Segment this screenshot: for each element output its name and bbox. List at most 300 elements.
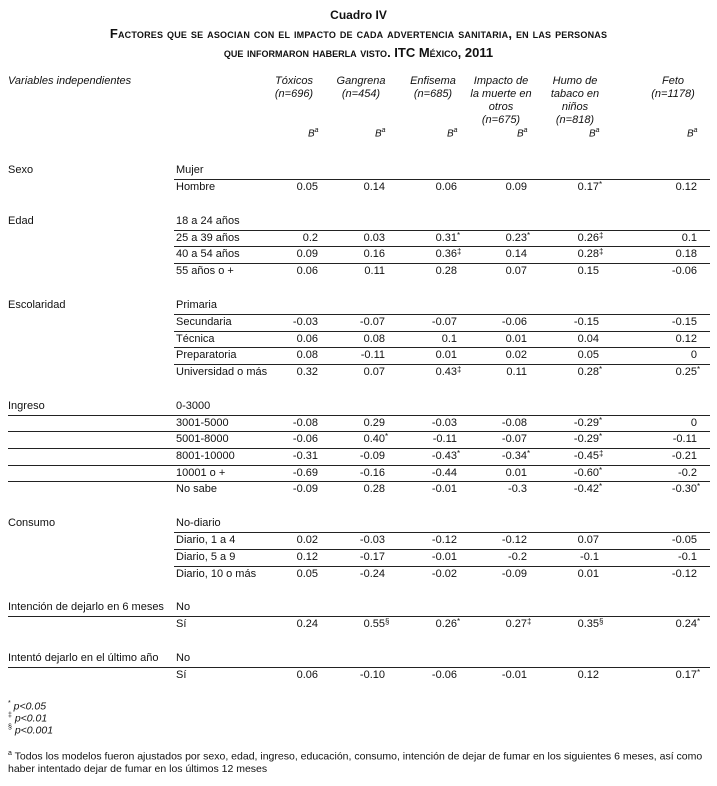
coef-label (517, 127, 528, 139)
coefficient-cell (325, 465, 385, 482)
table-row (0, 667, 710, 684)
coef-sup: a (595, 127, 600, 134)
coefficient-cell (397, 415, 457, 432)
table-row (0, 314, 710, 331)
coefficient-cell (258, 481, 318, 498)
coefficient-cell (397, 314, 457, 331)
coefficient-cell (325, 566, 385, 583)
coefficient-cell (467, 667, 527, 684)
coefficient-value: 0.27 (505, 618, 527, 631)
coefficient-value: -0.06 (671, 265, 697, 278)
coefficient-value: 0.06 (296, 332, 318, 345)
category-label: No sabe (176, 483, 217, 496)
coefficient-cell (258, 246, 318, 263)
coefficient-cell (258, 667, 318, 684)
coefficient-value: 0.35 (577, 618, 599, 631)
coefficient-cell (539, 246, 604, 263)
coef-symbol: B (375, 128, 382, 140)
coefficient-value: -0.03 (292, 315, 318, 328)
significance-mark: * (457, 230, 461, 240)
coefficient-value: 0.11 (506, 365, 527, 378)
coefficient-value: -0.24 (359, 567, 385, 580)
coefficient-cell (467, 230, 531, 247)
coefficient-cell (637, 616, 701, 633)
coefficient-value: -0.44 (431, 466, 457, 479)
coefficient-value: 0.26 (577, 231, 599, 244)
coefficient-cell (397, 532, 457, 549)
significance-mark: * (697, 667, 701, 677)
coefficient-cell (637, 230, 697, 247)
coefficient-cell (539, 465, 603, 482)
coefficient-cell (258, 179, 318, 196)
category-label: 25 a 39 años (176, 231, 240, 244)
coefficient-value: 0.06 (435, 181, 457, 193)
coefficient-cell (258, 364, 318, 381)
coefficient-cell (467, 179, 527, 196)
coefficient-cell (467, 331, 527, 348)
column-name: Feto (661, 75, 684, 87)
significance-mark: * (527, 449, 531, 458)
coefficient-value: -0.07 (359, 315, 385, 328)
coefficient-value: -0.01 (501, 668, 527, 681)
coefficient-cell (539, 532, 599, 549)
coefficient-value: 0.05 (296, 181, 318, 193)
coefficient-value: -0.3 (508, 483, 527, 496)
coef-symbol: B (687, 128, 694, 140)
coefficient-cell (397, 246, 462, 263)
coefficient-value: 0.12 (296, 550, 318, 563)
coefficient-cell (467, 263, 527, 280)
coefficient-cell (637, 481, 701, 498)
table-row (0, 549, 710, 566)
coefficient-value: 0.01 (505, 466, 527, 479)
reference-category: No (176, 601, 191, 614)
coefficient-cell (325, 532, 385, 549)
coefficient-value: 0.17 (675, 668, 697, 681)
category-label: Preparatoria (176, 349, 237, 362)
coefficient-value: -0.12 (431, 534, 457, 547)
group-name: Escolaridad (8, 298, 66, 311)
coefficient-cell (539, 364, 603, 381)
coefficient-value: -0.11 (432, 433, 457, 446)
coefficient-value: 0.01 (435, 349, 457, 362)
coefficient-value: 0.03 (363, 231, 385, 244)
column-name: Gangrena (336, 75, 386, 87)
coefficient-value: -0.07 (501, 433, 527, 446)
note-symbol: ‡ (8, 712, 12, 719)
coefficient-value: -0.15 (671, 315, 697, 328)
significance-mark: ‡ (599, 449, 604, 458)
coefficient-value: 0.25 (675, 365, 697, 378)
coefficient-cell (325, 549, 385, 566)
coefficient-value: -0.02 (431, 567, 457, 580)
coefficient-value: 0.08 (296, 349, 318, 362)
coefficient-cell (467, 448, 531, 465)
coefficient-value: -0.09 (359, 450, 385, 462)
coefficient-cell (397, 566, 457, 583)
coefficient-value: -0.08 (501, 416, 527, 429)
coefficient-value: -0.03 (359, 534, 385, 547)
coefficient-cell (637, 263, 697, 280)
coefficient-cell (467, 549, 527, 566)
note-symbol: § (8, 724, 12, 731)
column-name: Tóxicos (275, 75, 313, 87)
coefficient-value: 0.23 (505, 231, 527, 244)
coefficient-value: 0.17 (577, 181, 599, 193)
column-header (403, 75, 463, 101)
category-label: 10001 o + (176, 466, 226, 479)
column-header (264, 75, 324, 101)
coefficient-value: 0.01 (577, 567, 599, 580)
coefficient-value: -0.03 (431, 416, 457, 429)
coefficient-cell (467, 566, 527, 583)
category-label: 5001-8000 (176, 433, 229, 446)
reference-category: Mujer (176, 164, 204, 176)
coefficient-cell (325, 415, 385, 432)
coef-symbol: B (308, 128, 315, 140)
coefficient-value: 0.07 (577, 534, 599, 547)
column-name: Humo de tabaco en niños (550, 75, 600, 113)
reference-category: No (176, 651, 191, 664)
coefficient-value: 0.11 (364, 265, 385, 278)
note-symbol: * (8, 700, 11, 707)
coefficient-cell (637, 532, 697, 549)
coefficient-cell (637, 179, 697, 196)
coefficient-cell (467, 481, 527, 498)
coefficient-cell (467, 246, 527, 263)
column-n: (n=675) (481, 114, 521, 126)
coefficient-cell (258, 616, 318, 633)
coefficient-cell (637, 448, 697, 465)
note-text: p<0.01 (14, 712, 48, 725)
coefficient-value: 0.06 (296, 668, 318, 681)
coefficient-value: 0.40 (363, 433, 385, 446)
column-n: (n=685) (413, 88, 453, 100)
variables-header: Variables independientes (8, 75, 132, 87)
significance-mark: * (599, 180, 603, 189)
note-text: p<0.05 (13, 700, 47, 713)
coefficient-value: 0.02 (296, 534, 318, 547)
significance-mark: * (457, 617, 461, 627)
coefficient-value: -0.05 (671, 534, 697, 547)
category-label: Secundaria (176, 315, 232, 328)
group-row (0, 213, 710, 230)
coefficient-value: 0.06 (296, 265, 318, 278)
coefficient-cell (397, 667, 457, 684)
coefficient-cell (325, 347, 385, 364)
category-label: Hombre (176, 181, 216, 193)
coefficient-value: -0.29 (573, 433, 599, 446)
coefficient-value: -0.01 (431, 483, 457, 496)
coefficient-value: 0.12 (675, 181, 697, 193)
category-label: Técnica (176, 332, 215, 345)
coefficient-cell (397, 263, 457, 280)
footnote-text: Todos los modelos fueron ajustados por sexo, edad, ingreso, educación, consumo, intención de dejar de fumar en los siguientes 6 meses, así como haber intentado dejar de fumar en los últimos 12 meses (8, 750, 703, 775)
coefficient-cell (637, 331, 697, 348)
category-label: Universidad o más (176, 365, 268, 378)
coefficient-cell (637, 415, 697, 432)
coefficient-value: 0.28 (577, 248, 599, 261)
coefficient-value: 0.55 (363, 618, 385, 631)
category-label: 8001-10000 (176, 450, 235, 462)
significance-mark: * (697, 617, 701, 627)
coef-label (589, 127, 600, 139)
coefficient-value: -0.2 (678, 466, 697, 479)
table-row (0, 347, 710, 364)
footnote-symbol: a (8, 750, 12, 757)
coefficient-cell (467, 465, 527, 482)
coefficient-cell (325, 364, 385, 381)
coefficient-value: -0.69 (292, 466, 318, 479)
coefficient-value: 0.07 (505, 265, 527, 278)
coefficient-cell (397, 465, 457, 482)
coefficient-cell (258, 465, 318, 482)
coefficient-cell (258, 263, 318, 280)
coefficient-value: 0.43 (435, 365, 457, 378)
category-label: Sí (176, 668, 187, 681)
coef-symbol: B (589, 128, 596, 140)
table-row (0, 364, 710, 381)
significance-mark: * (599, 415, 603, 425)
coefficient-value: -0.21 (671, 450, 697, 462)
significance-mark: * (457, 449, 461, 458)
coefficient-value: -0.12 (501, 534, 527, 547)
coefficient-value: 0.24 (675, 618, 697, 631)
coefficient-value: 0.12 (675, 332, 697, 345)
coefficient-value: 0.1 (441, 332, 457, 345)
coefficient-cell (539, 415, 603, 432)
coefficient-value: -0.1 (678, 550, 697, 563)
coefficient-cell (258, 532, 318, 549)
significance-mark: * (697, 482, 701, 492)
coefficient-cell (637, 246, 697, 263)
significance-mark: * (599, 465, 603, 475)
group-row (0, 599, 710, 616)
coefficient-value: 0.07 (363, 365, 385, 378)
table-number: Cuadro IV (330, 8, 387, 22)
coefficient-cell (325, 616, 390, 633)
coefficient-cell (467, 616, 532, 633)
category-label: Diario, 5 a 9 (176, 550, 236, 563)
significance-mark: ‡ (527, 617, 532, 627)
column-header (545, 75, 605, 127)
coefficient-cell (397, 448, 461, 465)
footnote (8, 748, 708, 775)
coefficient-cell (637, 347, 697, 364)
coefficient-value: -0.08 (292, 416, 318, 429)
column-n: (n=696) (274, 88, 314, 100)
group-name: Intentó dejarlo en el último año (8, 651, 159, 664)
coefficient-value: 0.12 (577, 668, 599, 681)
coefficient-cell (258, 566, 318, 583)
coefficient-value: 0.28 (435, 265, 457, 278)
coefficient-cell (539, 263, 599, 280)
table-row (0, 566, 710, 583)
significance-mark: ‡ (599, 247, 604, 257)
coefficient-value: 0.05 (296, 567, 318, 580)
coefficient-value: -0.45 (573, 450, 599, 462)
coefficient-cell (539, 448, 604, 465)
coefficient-cell (325, 667, 385, 684)
coefficient-cell (467, 347, 527, 364)
group-name: Consumo (8, 517, 56, 530)
coefficient-cell (325, 230, 385, 247)
column-header (469, 75, 533, 127)
coefficient-cell (467, 532, 527, 549)
coefficient-cell (397, 549, 457, 566)
column-n: (n=818) (555, 114, 595, 126)
coefficient-value: -0.10 (359, 668, 385, 681)
reference-category: 18 a 24 años (176, 214, 240, 227)
table-row (0, 230, 710, 247)
category-label: Sí (176, 618, 187, 631)
coefficient-cell (258, 431, 318, 448)
coef-symbol: B (517, 128, 524, 140)
reference-category: Primaria (176, 298, 217, 311)
coefficient-cell (325, 263, 385, 280)
coefficient-value: 0.02 (505, 349, 527, 362)
coefficient-value: -0.01 (431, 550, 457, 563)
coef-sup: a (523, 127, 528, 134)
coefficient-value: 0.28 (577, 365, 599, 378)
coefficient-value: 0.14 (363, 181, 385, 193)
significance-mark: ‡ (599, 230, 604, 240)
coef-sup: a (453, 127, 458, 134)
category-label: Diario, 10 o más (176, 567, 257, 580)
group-name: Intención de dejarlo en 6 meses (8, 601, 164, 614)
coefficient-cell (637, 566, 697, 583)
coefficient-cell (325, 448, 385, 465)
coefficient-cell (539, 431, 603, 448)
coefficient-cell (258, 314, 318, 331)
coefficient-cell (539, 331, 599, 348)
coefficient-cell (258, 230, 318, 247)
coefficient-cell (258, 331, 318, 348)
coefficient-cell (539, 347, 599, 364)
coefficient-cell (325, 431, 389, 448)
significance-mark: * (599, 432, 603, 442)
coefficient-cell (397, 179, 457, 196)
coef-symbol: B (447, 128, 454, 140)
reference-category: No-diario (176, 517, 221, 530)
coefficient-cell (258, 415, 318, 432)
coefficient-cell (467, 364, 527, 381)
coef-sup: a (693, 127, 698, 134)
coefficient-value: -0.60 (573, 466, 599, 479)
group-row (0, 162, 710, 179)
table-row (0, 481, 710, 498)
coefficient-value: -0.09 (501, 567, 527, 580)
coefficient-cell (637, 364, 701, 381)
coefficient-value: 0.15 (577, 265, 599, 278)
category-label: 55 años o + (176, 265, 234, 278)
coefficient-value: -0.34 (501, 450, 527, 462)
coefficient-value: -0.1 (580, 550, 599, 563)
category-label: 3001-5000 (176, 416, 229, 429)
column-name: Impacto de la muerte en otros (470, 75, 532, 113)
coefficient-value: 0.04 (577, 332, 599, 345)
note-text: p<0.001 (14, 724, 54, 737)
coefficient-value: -0.06 (431, 668, 457, 681)
coefficient-cell (467, 415, 527, 432)
coefficient-value: 0.28 (363, 483, 385, 496)
column-n: (n=1178) (651, 88, 695, 100)
coef-label (687, 127, 698, 139)
coef-label (308, 127, 319, 139)
coefficient-value: 0.09 (505, 181, 527, 193)
coefficient-value: 0 (690, 416, 697, 429)
coefficient-value: -0.16 (359, 466, 385, 479)
table-title-line2: que informaron haberla visto. ITC México, 2011 (223, 45, 494, 60)
coefficient-value: -0.07 (431, 315, 457, 328)
coefficient-value: -0.30 (671, 483, 697, 496)
table-row (0, 179, 710, 196)
coefficient-value: -0.06 (501, 315, 527, 328)
coefficient-value: 0.26 (435, 618, 457, 631)
group-row (0, 398, 710, 415)
significance-mark: § (385, 617, 390, 627)
coefficient-value: -0.11 (360, 349, 385, 362)
coef-sup: a (314, 127, 319, 134)
significance-mark: ‡ (457, 247, 462, 257)
coefficient-cell (258, 347, 318, 364)
significance-mark: * (599, 482, 603, 492)
coefficient-cell (539, 314, 599, 331)
coefficient-value: -0.12 (671, 567, 697, 580)
significance-mark: * (599, 364, 603, 374)
coefficient-value: 0.29 (363, 416, 385, 429)
coefficient-value: 0.08 (363, 332, 385, 345)
table-title-line1: Factores que se asocian con el impacto de cada advertencia sanitaria, en las personas (109, 26, 608, 41)
coefficient-cell (397, 331, 457, 348)
category-label: 40 a 54 años (176, 248, 240, 261)
coef-label (375, 127, 386, 139)
group-name: Edad (8, 214, 34, 227)
coefficient-value: -0.43 (431, 450, 457, 462)
coef-label (447, 127, 458, 139)
coefficient-value: 0.18 (675, 248, 697, 261)
group-row (0, 515, 710, 532)
group-row (0, 650, 710, 667)
coefficient-cell (467, 431, 527, 448)
coefficient-value: -0.11 (672, 433, 697, 446)
coefficient-value: 0.1 (681, 231, 697, 244)
table-row (0, 465, 710, 482)
coefficient-value: 0.24 (296, 618, 318, 631)
coefficient-value: -0.31 (292, 450, 318, 462)
coefficient-value: 0.2 (302, 231, 318, 244)
coefficient-value: -0.42 (573, 483, 599, 496)
coefficient-value: 0.09 (296, 248, 318, 261)
coefficient-value: 0.14 (505, 248, 527, 261)
group-name: Ingreso (8, 399, 45, 412)
coefficient-cell (637, 465, 697, 482)
coefficient-cell (539, 616, 604, 633)
column-name: Enfisema (410, 75, 456, 87)
coefficient-cell (397, 347, 457, 364)
table-row (0, 616, 710, 633)
coefficient-cell (397, 364, 462, 381)
coefficient-cell (325, 314, 385, 331)
coefficient-cell (325, 246, 385, 263)
table-row (0, 331, 710, 348)
table-row (0, 448, 710, 465)
coefficient-cell (397, 431, 457, 448)
significance-mark: * (385, 432, 389, 442)
column-header (331, 75, 391, 101)
significance-note (8, 722, 53, 737)
coefficient-value: 0.16 (363, 248, 385, 261)
